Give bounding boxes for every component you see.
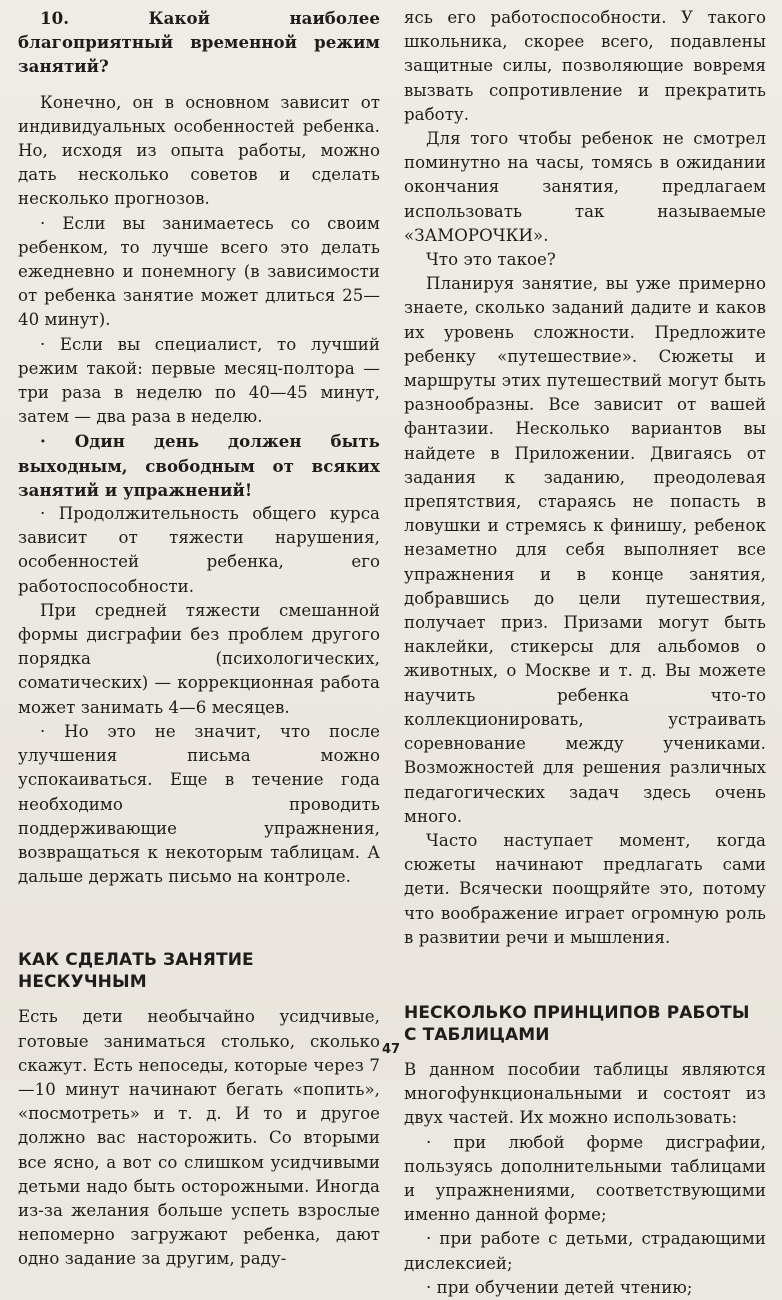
paragraph-children-plots: Часто наступает момент, когда сюжеты начинают предлагать сами дети. Всячески поощряйте это, потому что воображение играет огромную роль в развитии речи и мышления. — [404, 830, 766, 947]
bullet-day-off: · Один день должен быть выходным, свободным от всяких занятий и упражнений! — [18, 431, 380, 500]
use-reading: · при обучении детей чтению; — [426, 1277, 693, 1297]
use-any-dysgraphia: · при любой форме дисграфии, пользуясь дополнительными таблицами и упражнениями, соответствующими именно данной форме; — [404, 1132, 766, 1225]
paragraph-clock: Для того чтобы ребенок не смотрел поминутно на часы, томясь в ожидании окончания занятия, предлагаем использовать так называемые «ЗАМОРОЧКИ». — [404, 129, 766, 245]
paragraph-planning: Планируя занятие, вы уже примерно знаете, сколько заданий дадите и каков их уровень сложности. Предложите ребенку «путешествие». Сюжеты и маршруты этих путешествий могут быть разнообразны. Все зависит от вашей фантазии. Несколько вариантов вы найдете в Приложении. Двигаясь от задания к заданию, преодолевая препятствия, стараясь не попасть в ловушки и стремясь к финишу, ребенок незаметно для себя выполняет все упражнения и в конце занятия, добравшись до цели путешествия, получает приз. Призами могут быть наклейки, стикерсы для альбомов о животных, о Москве и т. д. Вы можете научить ребенка что-то коллекционировать, устраивать соревнование между учениками. Возможностей для решения различных педагогических задач здесь очень много. — [404, 274, 766, 826]
question-heading: 10. Какой наиболее благоприятный временной режим занятий? — [18, 8, 380, 77]
paragraph-mixed-form: При средней тяжести смешанной формы дисграфии без проблем другого порядка (психологических, соматических) — коррекционная работа может занимать 4—6 месяцев. — [18, 600, 380, 717]
section-heading-not-boring: КАК СДЕЛАТЬ ЗАНЯТИЕ НЕСКУЧНЫМ — [18, 950, 254, 993]
bullet-daily: · Если вы занимаетесь со своим ребенком, то лучше всего это делать ежедневно и понемногу (в зависимости от ребенка занятие может длиться 25—40 минут). — [18, 213, 380, 330]
intro-paragraph: Конечно, он в основном зависит от индивидуальных особенностей ребенка. Но, исходя из опыта работы, можно дать несколько советов и сделать несколько прогнозов. — [18, 92, 380, 209]
bullet-specialist: · Если вы специалист, то лучший режим такой: первые месяц-полтора — три раза в неделю по 40—45 минут, затем — два раза в неделю. — [18, 334, 380, 427]
bullet-after-improvement: · Но это не значит, что после улучшения письма можно успокаиваться. Еще в течение года необходимо проводить поддерживающие упражнения, возвращаться к некоторым таблицам. А дальше держать письмо на контроле. — [18, 721, 380, 887]
right-column — [404, 6, 766, 1300]
page-number: 47 — [381, 1042, 401, 1057]
section-paragraph-diligent: Есть дети необычайно усидчивые, готовые заниматься столько, сколько скажут. Есть непоседы, которые через 7—10 минут начинают бегать «попить», «посмотреть» и т. д. И то и другое должно вас насторожить. Со вторыми все ясно, а вот со слишком усидчивыми детьми надо быть осторожными. Иногда из-за желания больше успеть взрослые непомерно загружают ребенка, дают одно задание за другим, раду- — [18, 1007, 380, 1269]
question-what: Что это такое? — [426, 250, 556, 270]
section-heading-principles: НЕСКОЛЬКО ПРИНЦИПОВ РАБОТЫ С ТАБЛИЦАМИ — [404, 1002, 750, 1045]
bullet-course-duration: · Продолжительность общего курса зависит от тяжести нарушения, особенностей ребенка, его работоспособности. — [18, 504, 380, 596]
section-paragraph-tables: В данном пособии таблицы являются многофункциональными и состоят из двух частей. Их можно использовать: — [404, 1059, 766, 1128]
left-column — [18, 6, 380, 1272]
continuation-paragraph: ясь его работоспособности. У такого школьника, скорее всего, подавлены защитные силы, позволяющие вовремя вызвать сопротивление и прекратить работу. — [404, 8, 766, 124]
use-dyslexia: · при работе с детьми, страдающими дислексией; — [404, 1229, 766, 1273]
